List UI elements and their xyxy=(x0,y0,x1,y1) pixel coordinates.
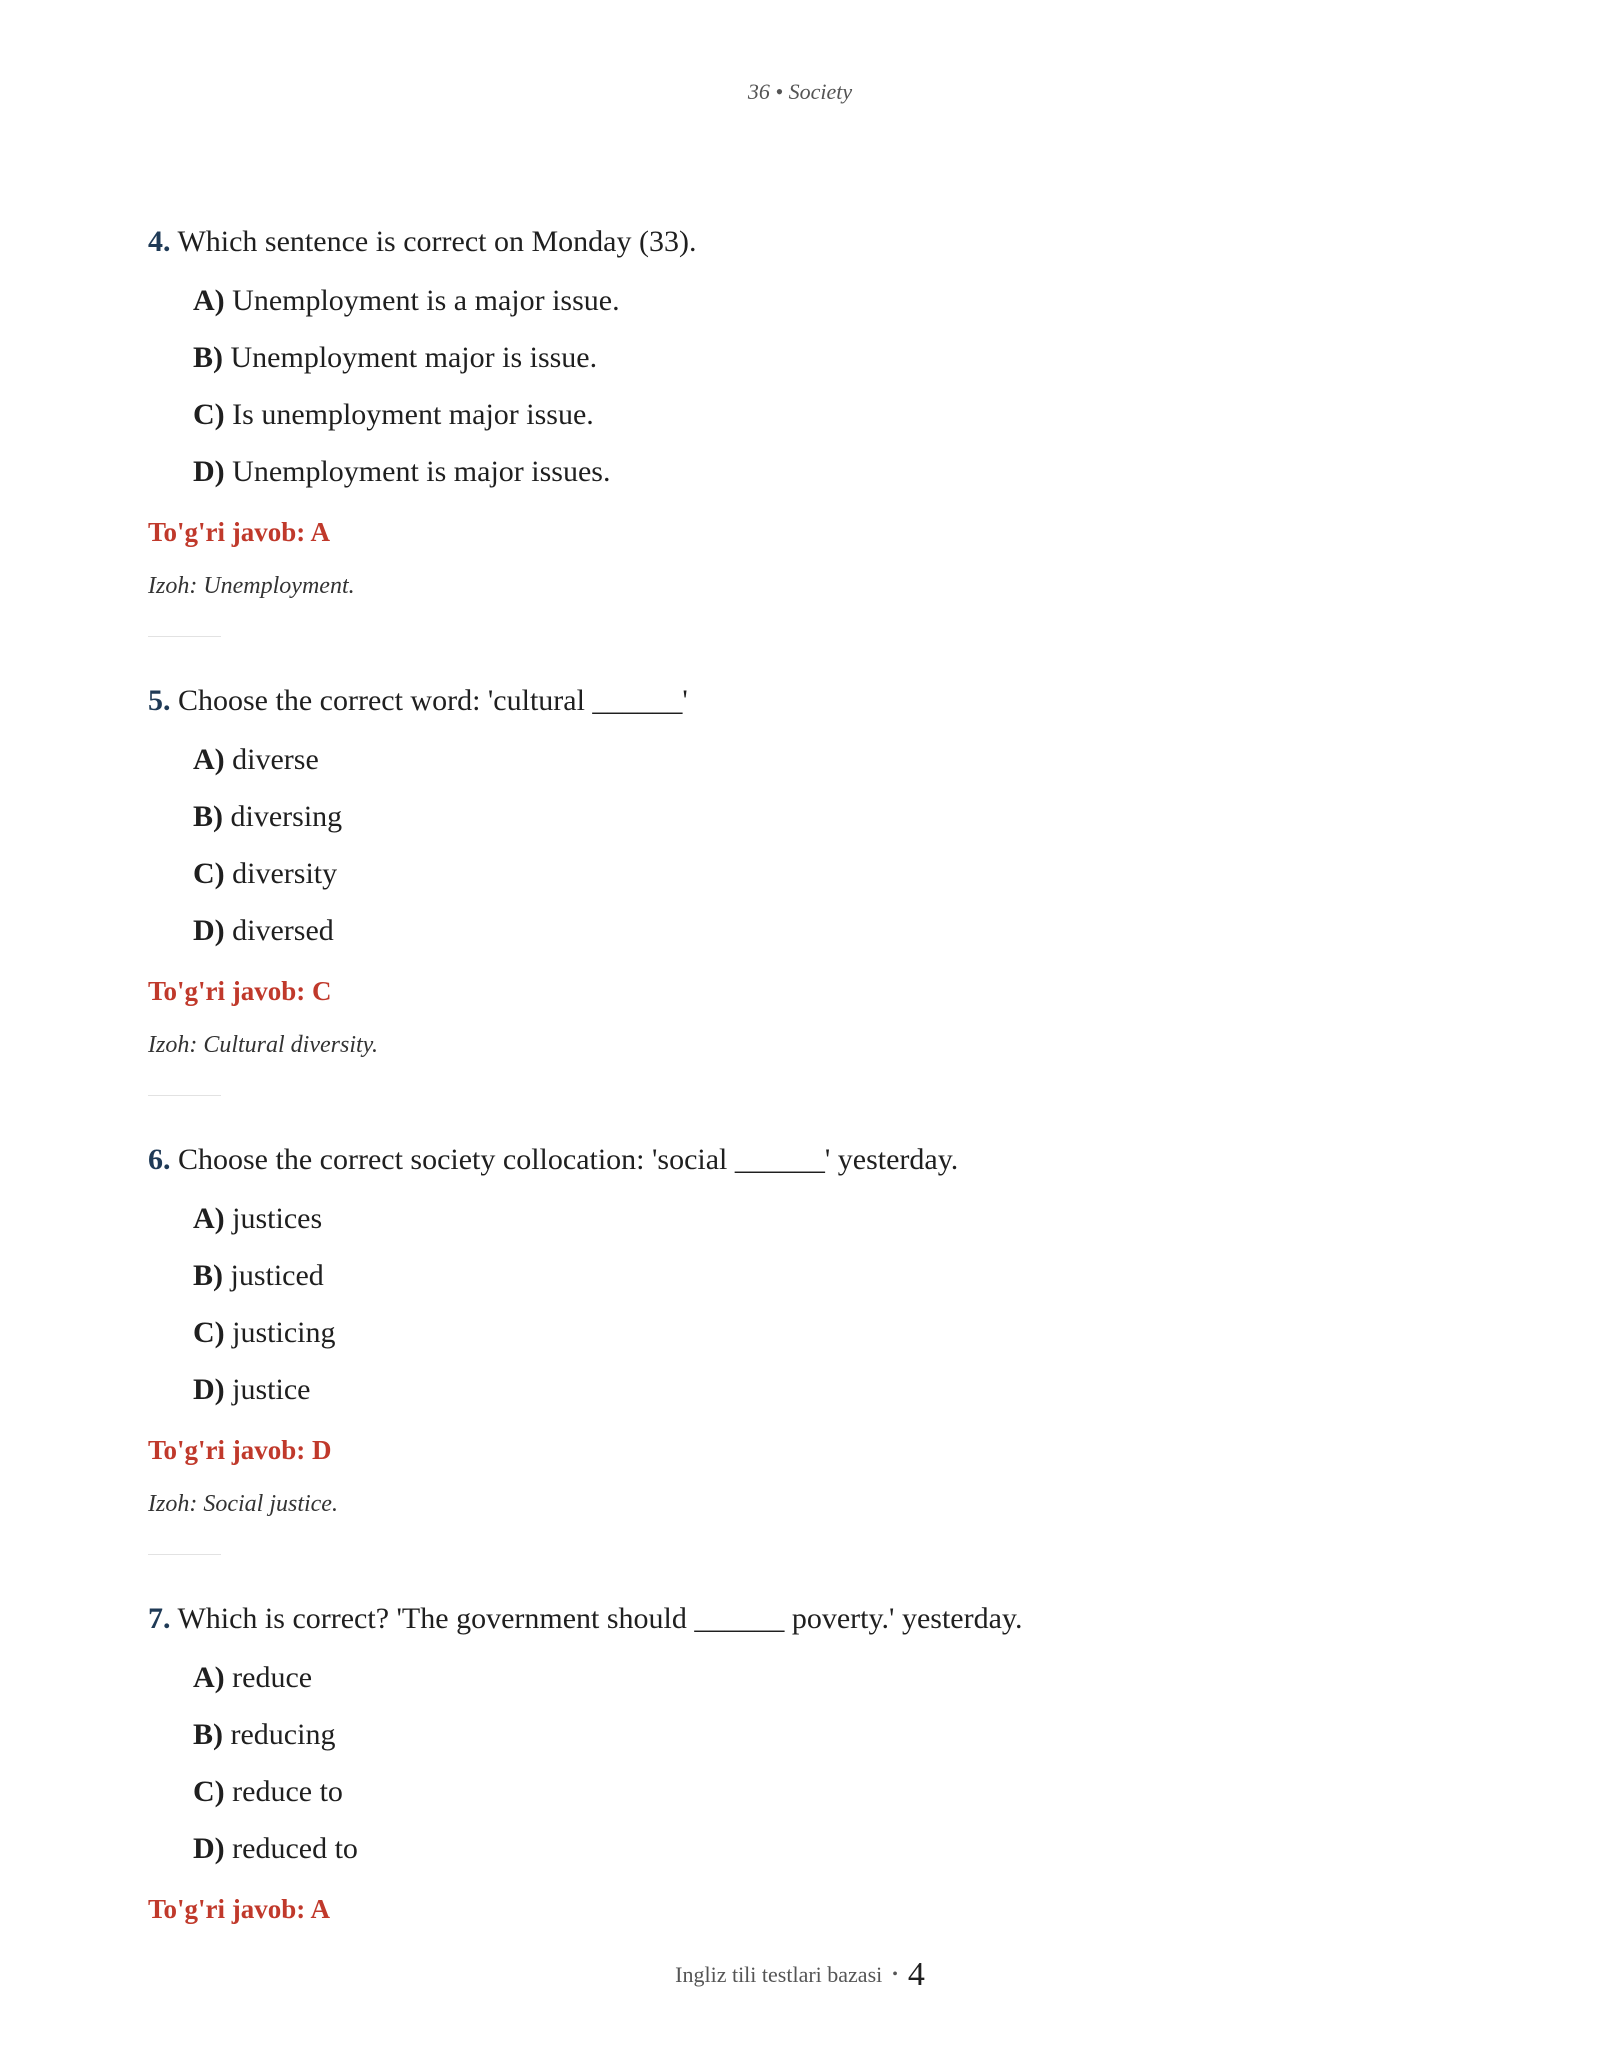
question-number: 5. xyxy=(148,684,171,717)
option-b xyxy=(193,788,1448,845)
explanation-note: Izoh: Unemployment. xyxy=(148,573,355,599)
option-text: Unemployment major is issue. xyxy=(230,341,598,374)
option-text: reducing xyxy=(230,1718,336,1751)
option-list xyxy=(193,1649,1448,1877)
option-text: justicing xyxy=(232,1316,336,1349)
option-letter: A) xyxy=(193,743,225,776)
question-number: 6. xyxy=(148,1143,171,1176)
option-text: diversing xyxy=(230,800,343,833)
option-a xyxy=(193,272,1448,329)
question-text xyxy=(148,1593,1448,1645)
option-a xyxy=(193,1649,1448,1706)
option-text: diversed xyxy=(232,914,334,947)
option-letter: A) xyxy=(193,1661,225,1694)
divider xyxy=(148,1554,221,1555)
divider xyxy=(148,636,221,637)
question-prompt: Which is correct? 'The government should ______ poverty.' yesterday. xyxy=(177,1602,1023,1635)
correct-answer: To'g'ri javob: D xyxy=(148,1435,332,1465)
option-letter: C) xyxy=(193,1316,225,1349)
option-letter: D) xyxy=(193,455,225,488)
question-text xyxy=(148,216,1448,268)
option-list xyxy=(193,272,1448,500)
option-text: reduce xyxy=(232,1661,313,1694)
option-d xyxy=(193,1820,1448,1877)
question-6 xyxy=(148,1134,1448,1528)
question-5 xyxy=(148,675,1448,1069)
option-list xyxy=(193,731,1448,959)
option-letter: D) xyxy=(193,914,225,947)
page-footer xyxy=(0,1956,1600,1994)
option-b xyxy=(193,1247,1448,1304)
question-prompt: Which sentence is correct on Monday (33). xyxy=(177,225,697,258)
option-d xyxy=(193,443,1448,500)
option-letter: D) xyxy=(193,1832,225,1865)
question-text xyxy=(148,1134,1448,1186)
option-c xyxy=(193,386,1448,443)
option-letter: D) xyxy=(193,1373,225,1406)
explanation-note: Izoh: Cultural diversity. xyxy=(148,1032,378,1058)
option-letter: C) xyxy=(193,398,225,431)
option-letter: A) xyxy=(193,1202,225,1235)
question-prompt: Choose the correct word: 'cultural ______' xyxy=(178,684,688,717)
question-4 xyxy=(148,216,1448,610)
book-title: Ingliz tili testlari bazasi xyxy=(675,1962,883,1987)
option-letter: B) xyxy=(193,800,223,833)
option-a xyxy=(193,1190,1448,1247)
option-text: Unemployment is major issues. xyxy=(232,455,611,488)
option-letter: B) xyxy=(193,1259,223,1292)
question-number: 4. xyxy=(148,225,171,258)
question-number: 7. xyxy=(148,1602,171,1635)
page-number: 4 xyxy=(907,1956,925,1993)
option-letter: A) xyxy=(193,284,225,317)
option-letter: B) xyxy=(193,1718,223,1751)
option-c xyxy=(193,1304,1448,1361)
option-d xyxy=(193,1361,1448,1418)
option-letter: B) xyxy=(193,341,223,374)
option-text: justice xyxy=(232,1373,311,1406)
explanation-note: Izoh: Social justice. xyxy=(148,1491,338,1517)
option-a xyxy=(193,731,1448,788)
option-text: justiced xyxy=(230,1259,324,1292)
question-7 xyxy=(148,1593,1448,1935)
option-c xyxy=(193,1763,1448,1820)
correct-answer: To'g'ri javob: C xyxy=(148,976,332,1006)
option-text: diverse xyxy=(232,743,319,776)
option-d xyxy=(193,902,1448,959)
option-b xyxy=(193,1706,1448,1763)
question-list xyxy=(148,216,1448,1935)
option-c xyxy=(193,845,1448,902)
option-letter: C) xyxy=(193,857,225,890)
option-text: diversity xyxy=(232,857,338,890)
option-text: reduce to xyxy=(232,1775,343,1808)
option-list xyxy=(193,1190,1448,1418)
question-prompt: Choose the correct society collocation: 'social ______' yesterday. xyxy=(178,1143,959,1176)
option-text: reduced to xyxy=(232,1832,358,1865)
option-text: Unemployment is a major issue. xyxy=(232,284,620,317)
running-header: 36 • Society xyxy=(747,79,853,104)
correct-answer: To'g'ri javob: A xyxy=(148,517,331,547)
correct-answer: To'g'ri javob: A xyxy=(148,1894,331,1924)
option-letter: C) xyxy=(193,1775,225,1808)
option-text: justices xyxy=(232,1202,323,1235)
footer-separator: • xyxy=(892,1966,898,1983)
question-text xyxy=(148,675,1448,727)
divider xyxy=(148,1095,221,1096)
option-text: Is unemployment major issue. xyxy=(232,398,594,431)
option-b xyxy=(193,329,1448,386)
